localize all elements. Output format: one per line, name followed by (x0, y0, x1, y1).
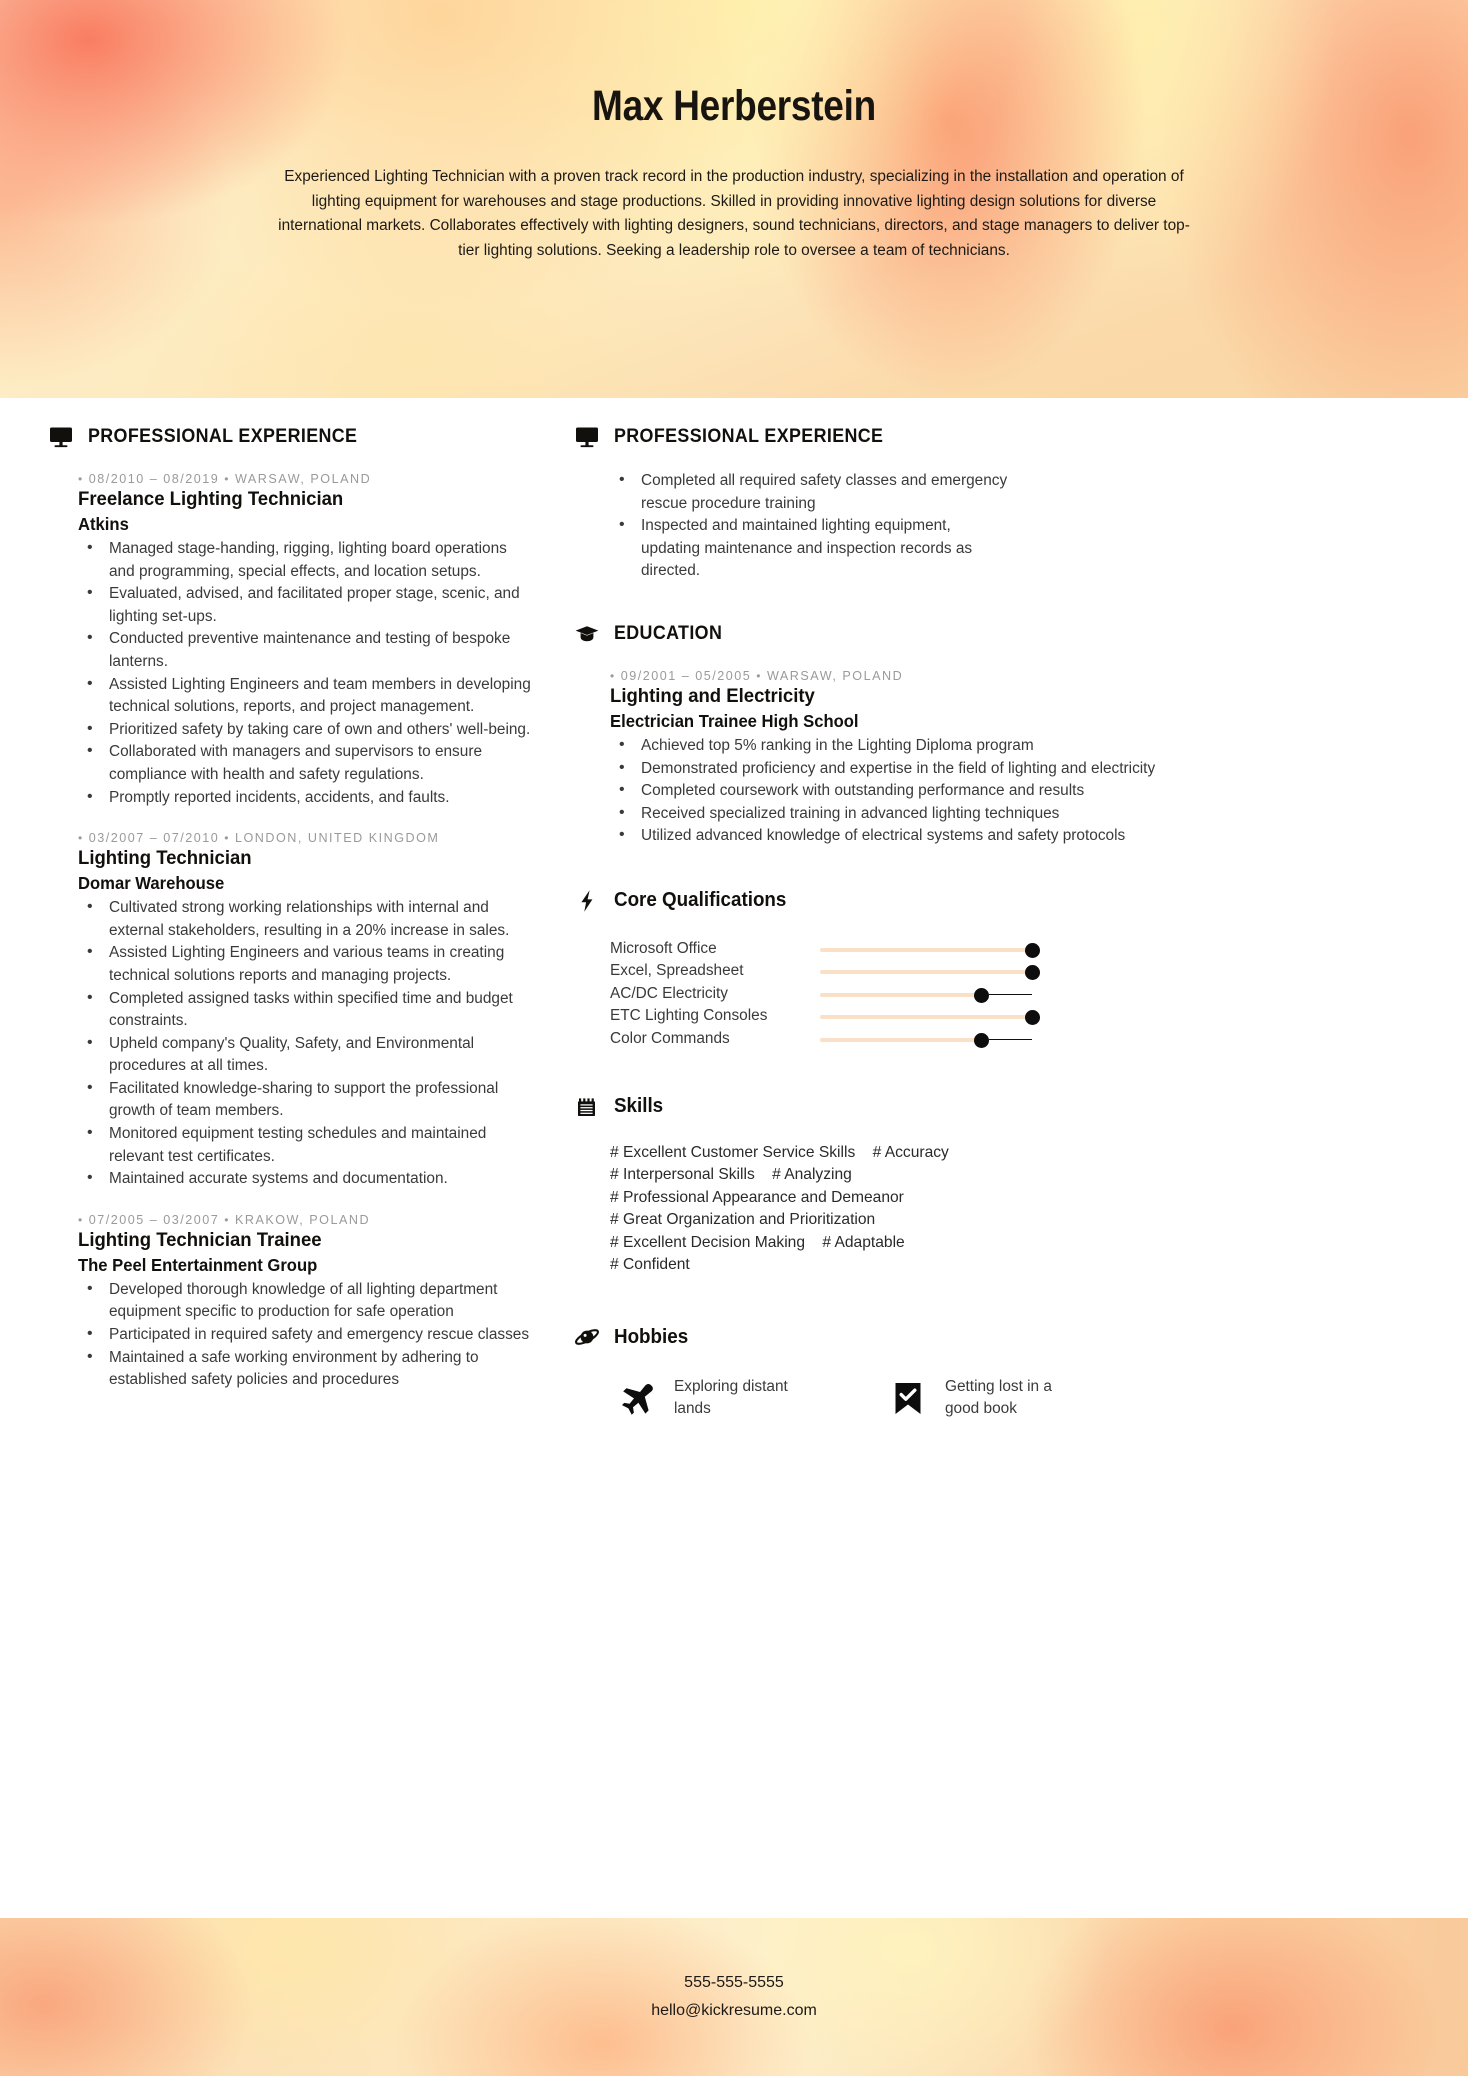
entry-meta: • 03/2007 – 07/2010 • LONDON, UNITED KINGDOM (78, 831, 440, 846)
experience-entry (48, 1213, 532, 1392)
list-item: • Maintained a safe working environment by adhering to established safety policies and procedures (78, 1347, 532, 1392)
page-title: Max Herberstein (592, 82, 876, 130)
education-entry (574, 669, 1432, 848)
hobby-label: Getting lost in a good book (945, 1378, 1052, 1417)
list-item: • Completed all required safety classes and emergency rescue procedure training (610, 470, 1014, 515)
qualification-slider (820, 938, 1432, 960)
entry-meta: • 09/2001 – 05/2005 • WARSAW, POLAND (610, 668, 904, 683)
list-item: • Assisted Lighting Engineers and team members in developing technical solutions, reports, and project management. (78, 674, 532, 719)
degree-title: Lighting and Electricity (610, 684, 815, 707)
list-item: • Utilized advanced knowledge of electrical systems and safety protocols (610, 825, 1432, 848)
skill-tag-line: # Interpersonal Skills # Analyzing (610, 1166, 852, 1184)
qualification-label: AC/DC Electricity (610, 984, 729, 1002)
list-item: • Maintained accurate systems and documentation. (78, 1168, 532, 1191)
list-item: • Upheld company's Quality, Safety, and Environmental procedures at all times. (78, 1033, 532, 1078)
slider-track (820, 1038, 981, 1042)
hobbies-list (574, 1376, 1432, 1419)
skill-tag-line: # Excellent Customer Service Skills # Accuracy (610, 1143, 949, 1161)
slider-knob (974, 988, 989, 1003)
hobby-item (616, 1376, 809, 1419)
qualification-names (610, 938, 820, 1050)
slider-remainder (989, 994, 1032, 995)
section-header-education (574, 621, 1432, 647)
slider-knob (974, 1033, 989, 1048)
entry-bullet-list (78, 1279, 532, 1392)
skill-tag-line: # Excellent Decision Making # Adaptable (610, 1233, 905, 1251)
skill-tag-line: # Great Organization and Prioritization (610, 1211, 876, 1229)
entry-dates: 08/2010 – 08/2019 (88, 472, 220, 486)
entry-organization: The Peel Entertainment Group (78, 1254, 318, 1275)
section-header-professional-experience-continued (574, 424, 1432, 450)
left-column (0, 398, 532, 1419)
list-item: • Inspected and maintained lighting equipment, updating maintenance and inspection records as directed. (610, 515, 1014, 583)
skill-tag-line: # Confident (610, 1255, 690, 1273)
slider-track (820, 1015, 1032, 1019)
list-item: • Demonstrated proficiency and expertise in the field of lighting and electricity (610, 758, 1432, 781)
qualification-slider (820, 983, 1432, 1005)
entry-organization: Atkins (78, 514, 129, 534)
list-item: • Facilitated knowledge-sharing to support the professional growth of team members. (78, 1078, 532, 1123)
section-title: Skills (614, 1095, 664, 1118)
monitor-icon (574, 424, 600, 450)
list-item: • Managed stage-handing, rigging, lighting board operations and programming, special effects, and location setups. (78, 538, 532, 583)
list-item: • Promptly reported incidents, accidents, and faults. (78, 787, 532, 810)
slider-knob (1025, 965, 1040, 980)
header-banner (0, 0, 1468, 398)
entry-meta: • 07/2005 – 03/2007 • KRAKOW, POLAND (78, 1212, 371, 1227)
hobby-label: Exploring distant lands (674, 1378, 788, 1417)
list-item: • Completed assigned tasks within specified time and budget constraints. (78, 988, 532, 1033)
section-title: PROFESSIONAL EXPERIENCE (614, 426, 884, 447)
hobby-item (887, 1376, 1080, 1419)
qualification-slider (820, 1005, 1432, 1027)
right-column (532, 398, 1432, 1419)
school-name: Electrician Trainee High School (610, 710, 859, 731)
bookmark-icon (887, 1377, 929, 1419)
section-header-professional-experience (48, 424, 532, 450)
qualification-label: Color Commands (610, 1029, 730, 1047)
entry-organization: Domar Warehouse (78, 873, 225, 894)
list-item: • Prioritized safety by taking care of own and others' well-being. (78, 719, 532, 742)
entry-dates: 07/2005 – 03/2007 (88, 1212, 220, 1227)
entry-role: Lighting Technician (78, 847, 252, 870)
section-title: Hobbies (614, 1325, 689, 1348)
qualification-label: ETC Lighting Consoles (610, 1007, 768, 1025)
entry-location: KRAKOW, POLAND (234, 1212, 371, 1227)
list-item: • Participated in required safety and emergency rescue classes (78, 1324, 532, 1347)
entry-location: LONDON, UNITED KINGDOM (234, 831, 440, 846)
slider-track (820, 993, 981, 997)
planet-icon (574, 1324, 600, 1350)
entry-meta: • 08/2010 – 08/2019 • WARSAW, POLAND (78, 472, 372, 486)
experience-entry (48, 831, 532, 1191)
section-title: EDUCATION (614, 622, 723, 644)
section-header-skills (574, 1094, 1432, 1120)
list-item: • Received specialized training in advanced lighting techniques (610, 803, 1432, 826)
graduation-cap-icon (574, 621, 600, 647)
list-item: • Conducted preventive maintenance and testing of bespoke lanterns. (78, 628, 532, 673)
section-header-core-qualifications (574, 888, 1432, 914)
slider-track (820, 948, 1032, 952)
lightning-bolt-icon (574, 888, 600, 914)
entry-dates: 09/2001 – 05/2005 (620, 668, 752, 683)
email-address: hello@kickresume.com (651, 2002, 817, 2019)
list-item: • Evaluated, advised, and facilitated proper stage, scenic, and lighting set-ups. (78, 583, 532, 628)
skills-tag-list (574, 1142, 1004, 1276)
phone-number: 555-555-5555 (684, 1974, 784, 1991)
list-item: • Achieved top 5% ranking in the Lighting Diploma program (610, 735, 1432, 758)
experience-continued-bullet-list (574, 470, 1014, 583)
entry-bullet-list (78, 538, 532, 809)
slider-knob (1025, 1010, 1040, 1025)
monitor-icon (48, 424, 74, 450)
notepad-icon (574, 1094, 600, 1120)
slider-track (820, 970, 1032, 974)
list-item: • Assisted Lighting Engineers and various teams in creating technical solutions reports and managing projects. (78, 942, 532, 987)
slider-remainder (989, 1039, 1032, 1040)
airplane-icon (616, 1377, 658, 1419)
section-title: PROFESSIONAL EXPERIENCE (88, 426, 358, 447)
list-item: • Collaborated with managers and supervisors to ensure compliance with health and safety regulations. (78, 741, 532, 786)
list-item: • Cultivated strong working relationships with internal and external stakeholders, resulting in a 20% increase in sales. (78, 897, 532, 942)
section-title: Core Qualifications (614, 889, 787, 912)
list-item: • Monitored equipment testing schedules and maintained relevant test certificates. (78, 1123, 532, 1168)
qualification-slider (820, 960, 1432, 982)
core-qualifications-list (574, 938, 1432, 1050)
list-item: • Completed coursework with outstanding performance and results (610, 780, 1432, 803)
entry-location: WARSAW, POLAND (234, 472, 372, 486)
qualification-levels (820, 938, 1432, 1050)
qualification-label: Excel, Spreadsheet (610, 962, 744, 980)
entry-dates: 03/2007 – 07/2010 (88, 831, 220, 846)
skill-tag-line: # Professional Appearance and Demeanor (610, 1188, 904, 1206)
entry-bullet-list (78, 897, 532, 1191)
content-columns (0, 398, 1468, 1419)
entry-role: Lighting Technician Trainee (78, 1228, 322, 1251)
experience-entry (48, 472, 532, 809)
section-header-hobbies (574, 1324, 1432, 1350)
slider-knob (1025, 943, 1040, 958)
footer-contact (0, 1918, 1468, 2076)
entry-role: Freelance Lighting Technician (78, 488, 344, 510)
qualification-slider (820, 1028, 1432, 1050)
entry-location: WARSAW, POLAND (766, 668, 904, 683)
list-item: • Developed thorough knowledge of all lighting department equipment specific to production for safe operation (78, 1279, 532, 1324)
education-bullet-list (610, 735, 1432, 848)
qualification-label: Microsoft Office (610, 939, 717, 957)
profile-summary: Experienced Lighting Technician with a proven track record in the production industry, specializing in the installation and operation of lighting equipment for warehouses and stage productions. Skilled in providing innovative lighting design solutions for diverse international markets. Collaborates effectively with lighting designers, sound technicians, directors, and stage managers to deliver top-tier lighting solutions. Seeking a leadership role to oversee a team of technicians. (278, 168, 1190, 259)
